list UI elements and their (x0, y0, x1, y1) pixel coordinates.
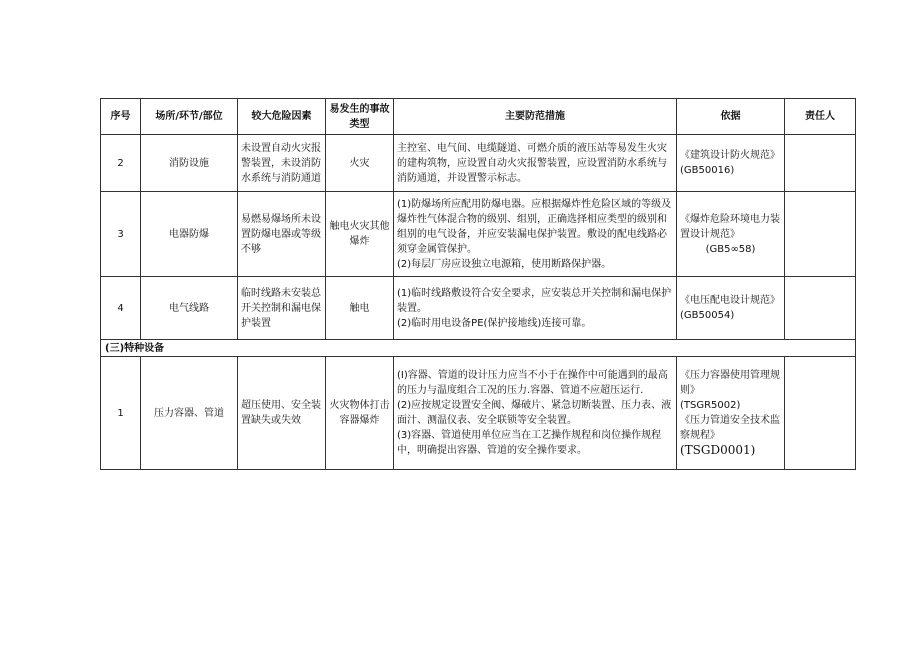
cell-measures (394, 135, 677, 192)
basis-item: 《电压配电设计规范》(GB50054) (680, 295, 780, 321)
cell-accident: 火灾物体打击容器爆炸 (326, 357, 394, 470)
basis-item: 《压力管道安全技术监察规程》 (680, 415, 780, 441)
cell-basis (677, 357, 785, 470)
header-hazard: 较大危险因素 (238, 99, 326, 135)
cell-accident: 火灾 (326, 135, 394, 192)
cell-basis (677, 277, 785, 340)
table-row (101, 135, 856, 192)
cell-place: 电气线路 (141, 277, 238, 340)
header-accident: 易发生的事故类型 (326, 99, 394, 135)
measure-item: (1)防爆场所应配用防爆电器。应根据爆炸性危险区域的等级及爆炸性气体混合物的级别、组别，正确选择相应类型的级别和组别的电气设备，并应安装漏电保护装置。敷设的配电线路必须穿金属管保护。 (397, 198, 672, 255)
cell-measures (394, 357, 677, 470)
measure-item: (2)临时用电设备PE(保护接地线)连接可靠。 (397, 317, 592, 329)
cell-basis (677, 135, 785, 192)
cell-basis (677, 192, 785, 277)
header-owner: 责任人 (785, 99, 856, 135)
hazard-table (100, 98, 856, 470)
basis-item: 《建筑设计防火规范》(GB50016) (680, 150, 780, 176)
basis-item: 《爆炸危险环境电力装置设计规范》 (680, 213, 780, 240)
header-row (101, 99, 856, 135)
cell-seq: 3 (101, 192, 141, 277)
basis-item: (TSGR5002) (680, 400, 741, 411)
basis-item: 《压力容器使用管理规则》 (680, 370, 780, 396)
header-measures: 主要防范措施 (394, 99, 677, 135)
measure-item: (3)容器、管道使用单位应当在工艺操作规程和岗位操作规程中，明确提出容器、管道的安全操作要求。 (397, 430, 662, 456)
cell-accident: 触电 (326, 277, 394, 340)
table-row (101, 192, 856, 277)
basis-item: (TSGD0001) (680, 443, 756, 457)
cell-measures (394, 277, 677, 340)
cell-place: 压力容器、管道 (141, 357, 238, 470)
header-seq: 序号 (101, 99, 141, 135)
cell-seq: 4 (101, 277, 141, 340)
table-row (101, 357, 856, 470)
cell-accident: 触电火灾其他爆炸 (326, 192, 394, 277)
cell-owner (785, 135, 856, 192)
measure-item: 主控室、电气间、电缆隧道、可燃介质的液压站等易发生火灾的建构筑物，应设置自动火灾报警装置，应设置消防水系统与消防通道，并设置警示标志。 (397, 142, 667, 184)
cell-measures (394, 192, 677, 277)
cell-seq: 2 (101, 135, 141, 192)
cell-hazard: 易燃易爆场所未设置防爆电器或等级不够 (238, 192, 326, 277)
measure-item: (I)容器、管道的设计压力应当不小于在操作中可能遇到的最高的压力与温度组合工况的压力.容器、管道不应超压运行. (397, 370, 668, 396)
section-row (101, 340, 856, 357)
cell-place: 电器防爆 (141, 192, 238, 277)
basis-item: (GB5∞58) (705, 243, 756, 255)
measure-item: (2)应按规定设置安全阀、爆破片、紧急切断装置、压力表、液面汁、测温仪表、安全联锁等安全装置。 (397, 400, 672, 426)
section-title: (三)特种设备 (101, 340, 856, 357)
cell-hazard: 未设置自动火灾报警装置，未设消防水系统与消防通道 (238, 135, 326, 192)
cell-hazard: 临时线路未安装总开关控制和漏电保护装置 (238, 277, 326, 340)
measure-item: (2)每层厂房应设独立电源箱，使用断路保护器。 (397, 258, 612, 270)
cell-owner (785, 277, 856, 340)
table-row (101, 277, 856, 340)
header-basis: 依据 (677, 99, 785, 135)
cell-owner (785, 357, 856, 470)
cell-hazard: 超压使用、安全装置缺失或失效 (238, 357, 326, 470)
header-place: 场所/环节/部位 (141, 99, 238, 135)
measure-item: (1)临时线路敷设符合安全要求，应安装总开关控制和漏电保护装置。 (397, 287, 672, 314)
cell-seq: 1 (101, 357, 141, 470)
cell-place: 消防设施 (141, 135, 238, 192)
cell-owner (785, 192, 856, 277)
